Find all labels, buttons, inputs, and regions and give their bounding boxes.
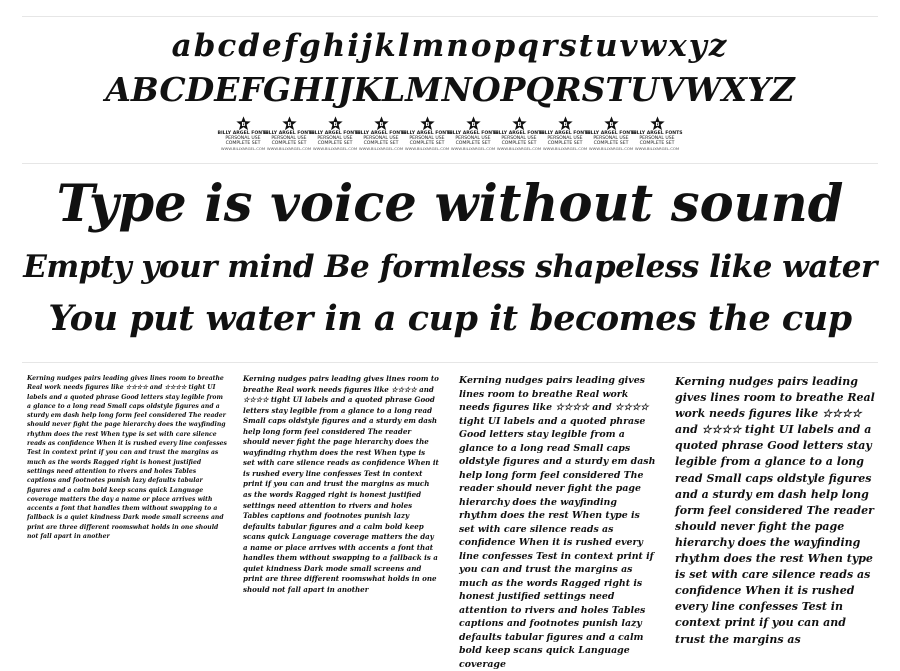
badge-text-line1: BILLY ARGEL FONTS [309,131,361,136]
badge-text-line3: COMPLETE SET [363,141,399,146]
badge-text-line2: PERSONAL USE [363,136,399,141]
divider-mid [22,163,878,164]
badge-text-line4: WWW.BILLYARGEL.COM [220,146,266,151]
logo-letter: B [286,121,292,128]
license-badge [585,116,637,151]
star-logo-icon [558,116,573,131]
logo-letter: B [654,121,660,128]
badge-text-line1: BILLY ARGEL FONTS [585,131,637,136]
divider-top [22,16,878,17]
badge-text-line1: BILLY ARGEL FONTS [217,131,269,136]
badge-text-line3: COMPLETE SET [639,141,675,146]
badge-text-line1: BILLY ARGEL FONTS [493,131,545,136]
badge-text-line4: WWW.BILLYARGEL.COM [588,146,634,151]
star-logo-icon [466,116,481,131]
badge-text-line2: PERSONAL USE [455,136,491,141]
logo-letter: B [332,121,338,128]
logo-letter: B [608,121,614,128]
badge-text-line1: BILLY ARGEL FONTS [539,131,591,136]
star-logo-icon [374,116,389,131]
logo-letter: B [516,121,522,128]
body-text-column-4: Kerning nudges pairs leading gives lines room to breathe Real work needs figures like ☆☆☆☆ and ☆☆☆☆ tight UI labels and a quoted phrase Good letters stay legible from a glance to a long read Small caps oldstyle figures and a sturdy em dash help long form feel considered The reader should never fight the page hierarchy does the wayfinding rhythm does the rest When type is set with care silence reads as confidence When it is rushed every line confesses Test in context print if you can and trust the margins as [675,375,875,646]
badge-text-line2: PERSONAL USE [409,136,445,141]
badge-text-line3: COMPLETE SET [547,141,583,146]
badge-text-line3: COMPLETE SET [455,141,491,146]
display-line-2: Empty your mind Be formless shapeless like water [23,249,877,285]
license-badge [401,116,453,151]
license-badge [539,116,591,151]
uppercase-alphabet: ABCDEFGHIJKLMNOPQRSTUVWXYZ [105,70,795,109]
badge-text-line1: BILLY ARGEL FONTS [263,131,315,136]
logo-letter: B [424,121,430,128]
license-badge [493,116,545,151]
badge-text-line4: WWW.BILLYARGEL.COM [404,146,450,151]
badge-text-line2: PERSONAL USE [317,136,353,141]
divider-lower [22,362,878,363]
license-badge [263,116,315,151]
body-text-column-3: Kerning nudges pairs leading gives lines room to breathe Real work needs figures like ☆☆☆☆ and ☆☆☆☆ tight UI labels and a quoted phrase Good letters stay legible from a glance to a long read Small caps oldstyle figures and a sturdy em dash help long form feel considered The reader should never fight the page hierarchy does the wayfinding rhythm does the rest When type is set with care silence reads as confidence When it is rushed every line confesses Test in context print if you can and trust the margins as much as the words Ragged right is honest justified settings need attention to rivers and holes Tables captions and footnotes punish lazy defaults tabular figures and a calm bold keep scans quick Language coverage [459,375,656,670]
badge-text-line1: BILLY ARGEL FONTS [631,131,683,136]
badge-text-line4: WWW.BILLYARGEL.COM [358,146,404,151]
logo-letter: B [562,121,568,128]
star-logo-icon [236,116,251,131]
license-badge [309,116,361,151]
badge-text-line1: BILLY ARGEL FONTS [401,131,453,136]
badge-text-line4: WWW.BILLYARGEL.COM [496,146,542,151]
display-line-3: You put water in a cup it becomes the cup [48,298,852,339]
logo-letter: B [470,121,476,128]
star-logo-icon [328,116,343,131]
display-line-1: Type is voice without sound [56,174,844,234]
license-badge-row [0,116,900,151]
badge-text-line3: COMPLETE SET [225,141,261,146]
lowercase-alphabet: abcdefghijklmnopqrstuvwxyz [171,28,729,64]
star-logo-icon [282,116,297,131]
body-text-column-1: Kerning nudges pairs leading gives lines room to breathe Real work needs figures like ☆☆☆☆ and ☆☆☆☆ tight UI labels and a quoted phrase Good letters stay legible from a glance to a long read Small caps oldstyle figures and a sturdy em dash help long form feel considered The reader should never fight the page hierarchy does the wayfinding rhythm does the rest When type is set with care silence reads as confidence When it is rushed every line confesses Test in context print if you can and trust the margins as much as the words Ragged right is honest justified settings need attention to rivers and holes Tables captions and footnotes punish lazy defaults tabular figures and a calm bold keep scans quick Language coverage matters the day a name or place arrives with accents a font that handles them without swapping to a fallback is a quiet kindness Dark mode small screens and print are three different roomswhat holds in one should not fall apart in another [27,375,227,541]
badge-text-line1: BILLY ARGEL FONTS [447,131,499,136]
badge-text-line2: PERSONAL USE [271,136,307,141]
badge-text-line4: WWW.BILLYARGEL.COM [266,146,312,151]
badge-text-line4: WWW.BILLYARGEL.COM [312,146,358,151]
license-badge [447,116,499,151]
badge-text-line2: PERSONAL USE [501,136,537,141]
badge-text-line4: WWW.BILLYARGEL.COM [542,146,588,151]
license-badge [217,116,269,151]
license-badge [355,116,407,151]
badge-text-line2: PERSONAL USE [225,136,261,141]
badge-text-line2: PERSONAL USE [593,136,629,141]
badge-text-line3: COMPLETE SET [501,141,537,146]
badge-text-line1: BILLY ARGEL FONTS [355,131,407,136]
badge-text-line4: WWW.BILLYARGEL.COM [450,146,496,151]
badge-text-line2: PERSONAL USE [547,136,583,141]
badge-text-line4: WWW.BILLYARGEL.COM [634,146,680,151]
star-logo-icon [650,116,665,131]
logo-letter: B [378,121,384,128]
star-logo-icon [604,116,619,131]
body-text-column-2: Kerning nudges pairs leading gives lines room to breathe Real work needs figures like ☆☆☆☆ and ☆☆☆☆ tight UI labels and a quoted phrase Good letters stay legible from a glance to a long read Small caps oldstyle figures and a sturdy em dash help long form feel considered The reader should never fight the page hierarchy does the wayfinding rhythm does the rest When type is set with care silence reads as confidence When it is rushed every line confesses Test in context print if you can and trust the margins as much as the words Ragged right is honest justified settings need attention to rivers and holes Tables captions and footnotes punish lazy defaults tabular figures and a calm bold keep scans quick Language coverage matters the day a name or place arrives with accents a font that handles them without swapping to a fallback is a quiet kindness Dark mode small screens and print are three different roomswhat holds in one should not fall apart in another [243,374,439,594]
badge-text-line3: COMPLETE SET [409,141,445,146]
logo-letter: B [240,121,246,128]
badge-text-line2: PERSONAL USE [639,136,675,141]
star-logo-icon [512,116,527,131]
badge-text-line3: COMPLETE SET [317,141,353,146]
badge-text-line3: COMPLETE SET [593,141,629,146]
badge-text-line3: COMPLETE SET [271,141,307,146]
license-badge [631,116,683,151]
star-logo-icon [420,116,435,131]
